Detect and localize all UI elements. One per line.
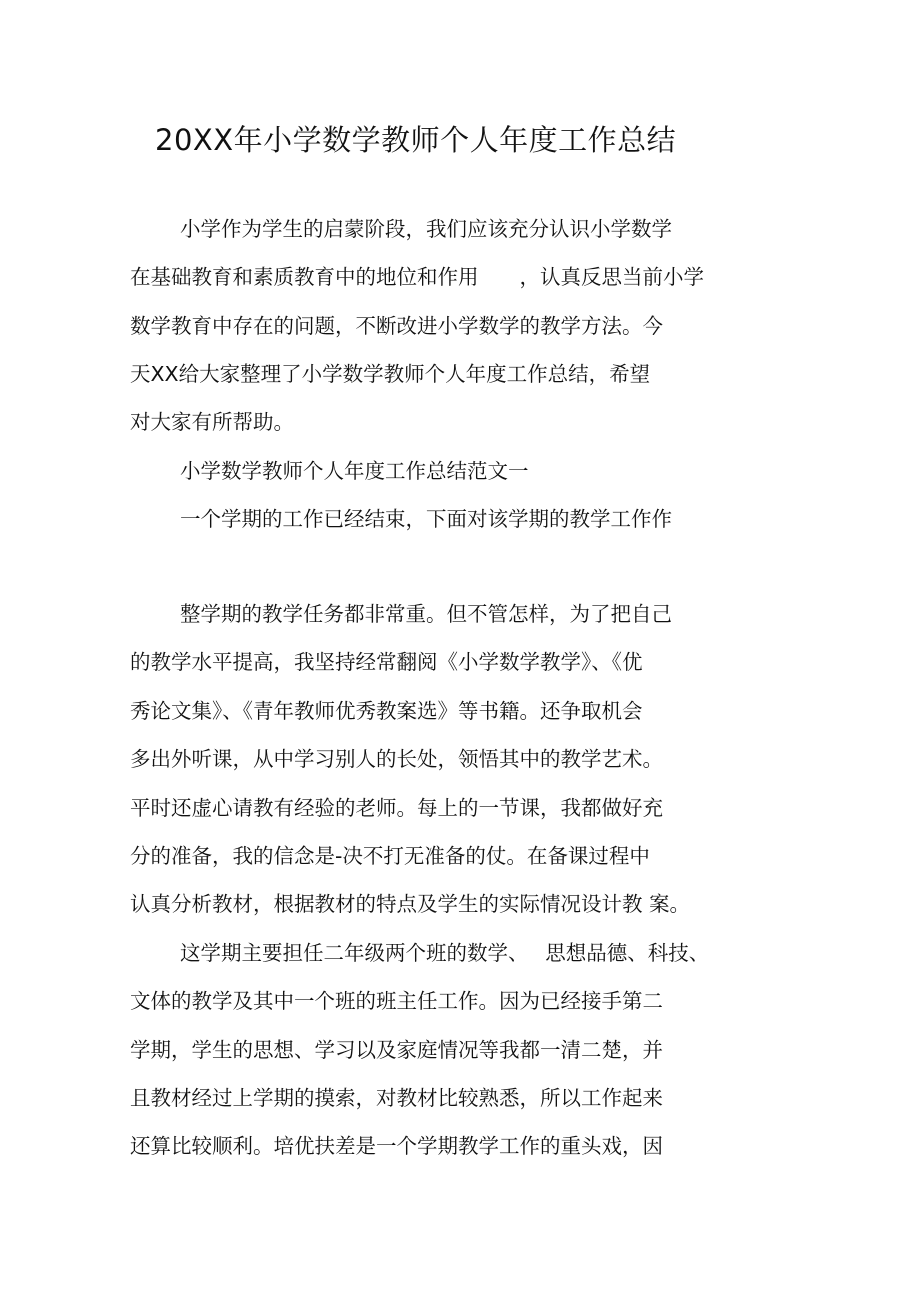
text-line: 数学教育中存在的问题，不断改进小学数学的教学方法。今 (130, 314, 663, 338)
document-title: 20XX年小学数学教师个人年度工作总结 (155, 123, 677, 157)
text-line: 一个学期的工作已经结束，下面对该学期的教学工作作 (180, 507, 672, 531)
text-line: 平时还虚心请教有经验的老师。每上的一节课，我都做好充 (130, 796, 663, 820)
text-line: 多出外听课，从中学习别人的长处，领悟其中的教学艺术。 (130, 747, 663, 771)
text-line: 且教材经过上学期的摸索，对教材比较熟悉，所以工作起来 (130, 1086, 663, 1110)
text-line: 的教学水平提高，我坚持经常翻阅《小学数学教学》、《优 (130, 650, 643, 674)
text-line: 这学期主要担任二年级两个班的数学、 思想品德、科技、 (180, 941, 710, 965)
text-line: 在基础教育和素质教育中的地位和作用 ，认真反思当前小学 (130, 265, 704, 289)
text-line: 小学作为学生的启蒙阶段，我们应该充分认识小学数学 (180, 217, 672, 241)
text-line: 学期，学生的思想、学习以及家庭情况等我都一清二楚，并 (130, 1038, 663, 1062)
text-line: 文体的教学及其中一个班的班主任工作。因为已经接手第二 (130, 989, 663, 1013)
text-line: 认真分析教材，根据教材的特点及学生的实际情况设计教 案。 (130, 892, 691, 916)
section-heading: 小学数学教师个人年度工作总结范文一 (180, 459, 529, 483)
text-line: 天XX给大家整理了小学数学教师个人年度工作总结，希望 (130, 362, 651, 386)
text-line: 分的准备，我的信念是-决不打无准备的仗。在备课过程中 (130, 844, 650, 868)
text-line: 还算比较顺利。培优扶差是一个学期教学工作的重头戏，因 (130, 1134, 663, 1158)
text-line: 秀论文集》、《青年教师优秀教案选》等书籍。还争取机会 (130, 699, 643, 723)
text-line: 对大家有所帮助。 (130, 410, 294, 434)
text-line: 整学期的教学任务都非常重。但不管怎样，为了把自己 (180, 602, 672, 626)
